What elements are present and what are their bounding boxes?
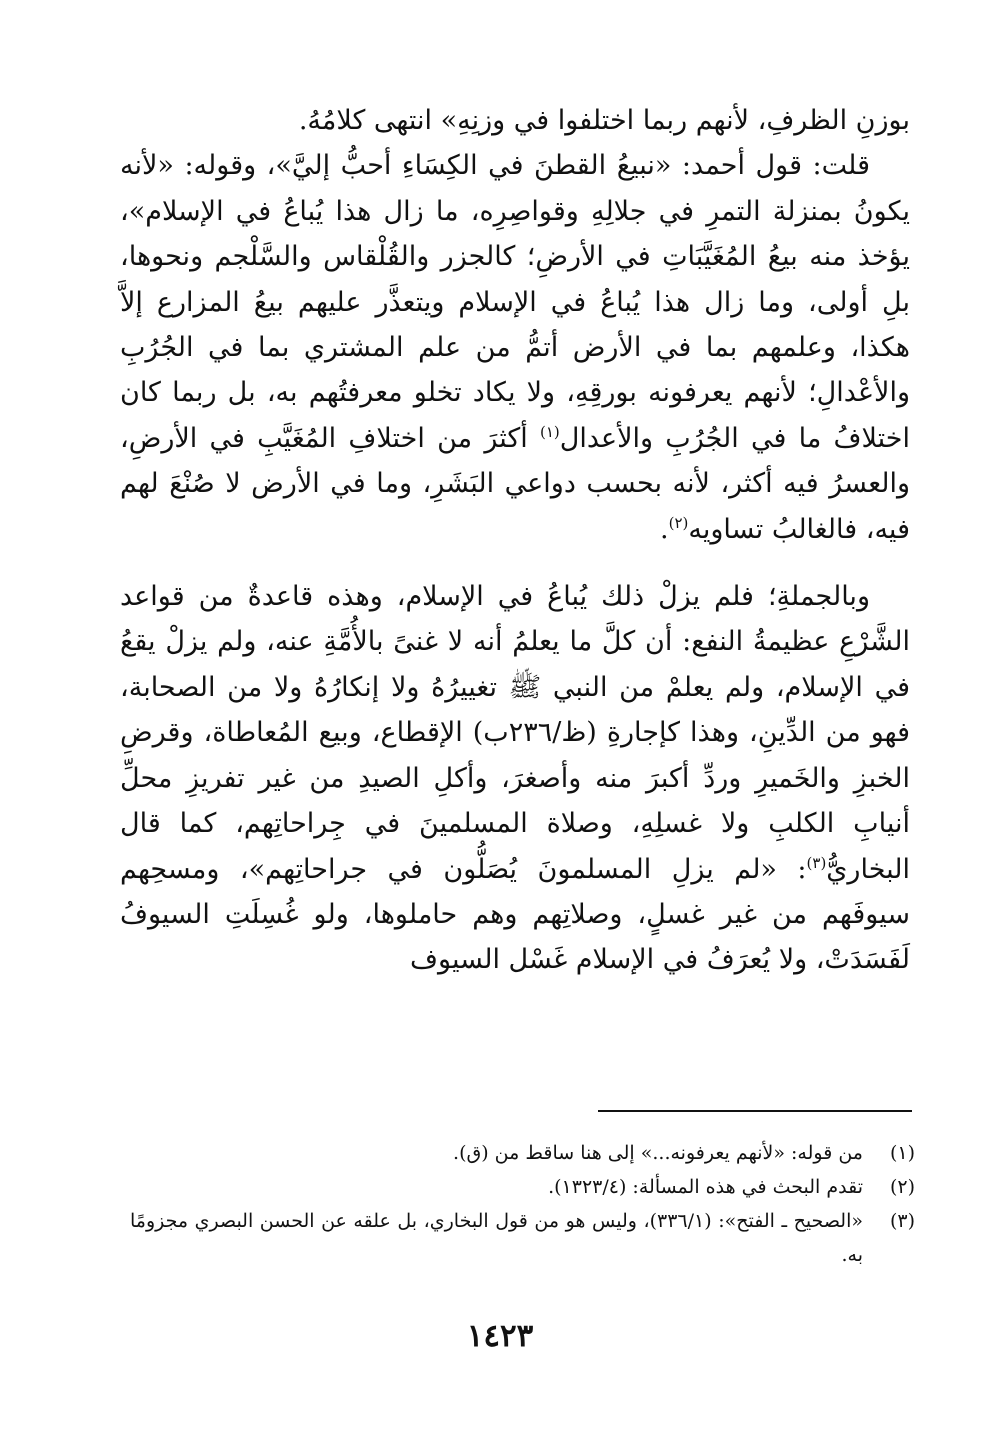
- paragraph-3-text: وبالجملةِ؛ فلم يزلْ ذلك يُباعُ في الإسلام، وهذه قاعدةٌ من قواعد الشَّرْعِ عظيمةُ النفع: أن كلَّ ما يعلمُ أنه لا غنىً بالأُمَّةِ عنه، ولم يزلْ يقعُ في الإسلام، ولم يعلمْ من النبي ﷺ تغييرُهُ ولا إنكارُهُ ولا من الصحابة، فهو من الدِّينِ، وهذا كإجارةِ (ظ/٢٣٦ب) الإقطاع، وبيع المُعاطاة، وقرضِ الخبزِ والخَميرِ وردِّ أكبرَ منه وأصغرَ، وأكلِ الصيدِ من غير تفريزِ محلِّ أنيابِ الكلبِ ولا غسلِهِ، وصلاة المسلمينَ في جِراحاتِهم، كما قال البخاريُّ: [120, 581, 910, 885]
- paragraph-1: بوزنِ الظرفِ، لأنهم ربما اختلفوا في وزنِهِ» انتهى كلامُهُ.: [298, 105, 910, 136]
- main-text: [120, 98, 910, 983]
- footnote-text: «الصحيح ـ الفتح»: (٣٣٦/١)، وليس هو من قول البخاري، بل علقه عن الحسن البصري مجزومًا به.: [130, 1210, 863, 1266]
- footnote-3: [130, 1204, 915, 1272]
- footnote-number: (١): [889, 1142, 915, 1164]
- footnote-number: (٣): [889, 1210, 915, 1232]
- footnote-1: [130, 1136, 915, 1170]
- paragraph-2-continued: أكثرَ من اختلافِ المُغَيَّبِ في الأرضِ، والعسرُ فيه أكثر، لأنه بحسب دواعي البَشَرِ، وما في الأرض لا صُنْعَ لهم فيه، فالغالبُ تساويه: [120, 422, 910, 545]
- footnote-text: تقدم البحث في هذه المسألة: (١٣٢٣/٤).: [548, 1176, 863, 1198]
- footnote-ref-2[interactable]: (٢): [668, 513, 689, 532]
- footnote-divider: [598, 1110, 912, 1112]
- footnote-ref-1[interactable]: (١): [539, 422, 560, 441]
- footnote-ref-3[interactable]: (٣): [806, 853, 827, 872]
- paragraph-2-text: قلت: قول أحمد: «نبيعُ القطنَ في الكِسَاءِ أحبُّ إليَّ»، وقوله: «لأنه يكونُ بمنزلة التمرِ في جلالِهِ وقواصِرِه، ما زال هذا يُباعُ في الإسلام»، يؤخذ منه بيعُ المُغَيَّبَاتِ في الأرضِ؛ كالجزر والقُلْقاس والسَّلْجم ونحوها، بلِ أولى، وما زال هذا يُباعُ في الإسلام ويتعذَّر عليهم بيعُ المزارع إلاَّ هكذا، وعلمهم بما في الأرض أتمُّ من علم المشتري بما في الجُرُبِ والأعْدالِ؛ لأنهم يعرفونه بورقِهِ، ولا يكاد تخلو معرفتُهم به، بل ربما كان اختلافُ ما في الجُرُبِ والأعدال: [120, 150, 910, 454]
- footnote-number: (٢): [889, 1176, 915, 1198]
- paragraph-3: [120, 574, 910, 983]
- paragraph-2: [120, 143, 910, 552]
- paragraph-3-continued: : «لم يزلِ المسلمونَ يُصَلُّون في جراحاتِهم»، ومسحِهم سيوفَهم من غير غسلٍ، وصلاتِهم وهم حاملوها، ولو غُسِلَتِ السيوفُ لَفَسَدَتْ، ولا يُعرَفُ في الإسلام غَسْل السيوف: [120, 853, 910, 976]
- page-number: ١٤٢٣: [466, 1318, 534, 1354]
- paragraph-2-end: .: [660, 513, 669, 545]
- footnote-2: [130, 1170, 915, 1204]
- footnote-text: من قوله: «لأنهم يعرفونه...» إلى هنا ساقط من (ق).: [453, 1142, 863, 1164]
- footnotes: [130, 1136, 915, 1272]
